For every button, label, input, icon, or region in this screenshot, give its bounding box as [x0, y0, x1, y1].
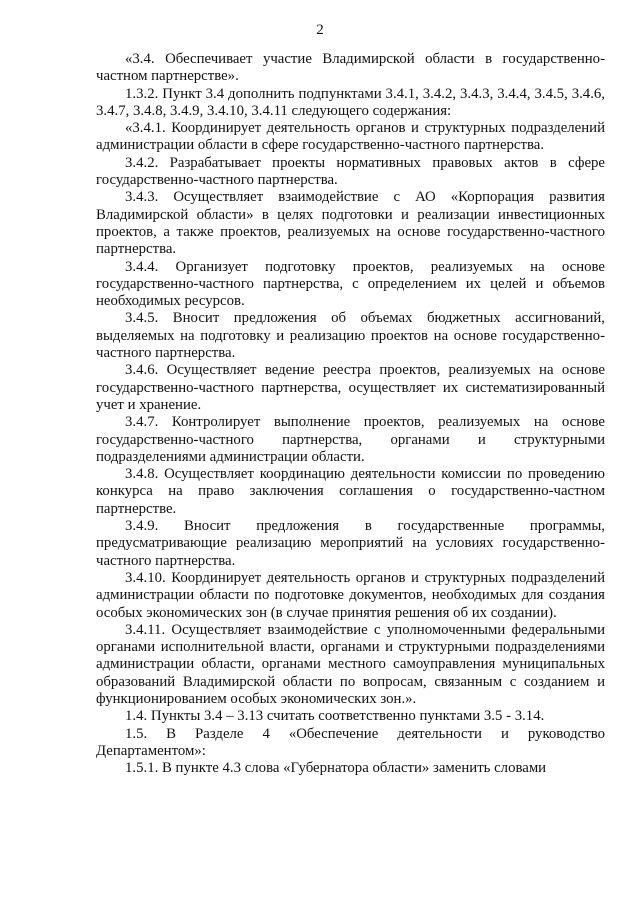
paragraph-3-4-1: «3.4.1. Координирует деятельность органов и структурных подразделений администрации области в сфере государственно-частного партнерства. [96, 120, 605, 154]
paragraph-3-4-4: 3.4.4. Организует подготовку проектов, реализуемых на основе государственно-частного партнерства, с определением их целей и объемов необходимых ресурсов. [96, 258, 605, 310]
paragraph-3-4: «3.4. Обеспечивает участие Владимирской области в государственно-частном партнерстве». [96, 51, 605, 85]
document-body [96, 51, 605, 777]
paragraph-3-4-7: 3.4.7. Контролирует выполнение проектов, реализуемых на основе государственно-частного партнерства, органами и структурными подразделениями администрации области. [96, 414, 605, 465]
paragraph-3-4-2: 3.4.2. Разрабатывает проекты нормативных правовых актов в сфере государственно-частного партнерства. [96, 154, 605, 189]
paragraph-1-5-1: 1.5.1. В пункте 4.3 слова «Губернатора области» заменить словами [125, 760, 547, 777]
paragraph-3-4-5: 3.4.5. Вносит предложения об объемах бюджетных ассигнований, выделяемых на подготовку и реализацию проектов на основе государственно-частного партнерства. [96, 310, 605, 362]
paragraph-3-4-6: 3.4.6. Осуществляет ведение реестра проектов, реализуемых на основе государственно-частного партнерства, осуществляет их систематизированный учет и хранение. [96, 362, 605, 413]
paragraph-3-4-11: 3.4.11. Осуществляет взаимодействие с уполномоченными федеральными органами исполнительной власти, органами и структурными подразделениями администрации области, органами местного самоуправления муниципальных образований Владимирской области по вопросам, связанным с созданием и функционированием особых экономических зон.». [96, 621, 605, 707]
paragraph-1-5: 1.5. В Разделе 4 «Обеспечение деятельности и руководство Департаментом»: [96, 725, 605, 759]
paragraph-1-4: 1.4. Пункты 3.4 – 3.13 считать соответственно пунктами 3.5 - 3.14. [125, 708, 545, 725]
paragraph-3-4-9: 3.4.9. Вносит предложения в государственные программы, предусматривающие реализацию мероприятий на условиях государственно-частного партнерства. [96, 518, 605, 569]
paragraph-3-4-8: 3.4.8. Осуществляет координацию деятельности комиссии по проведению конкурса на право заключения соглашения о государственно-частном партнерстве. [96, 466, 605, 517]
page-number: 2 [316, 22, 324, 38]
paragraph-3-4-3: 3.4.3. Осуществляет взаимодействие с АО «Корпорация развития Владимирской области» в целях подготовки и реализации инвестиционных проектов, а также проектов, реализуемых на основе государственно-частного партнерства. [96, 189, 605, 258]
paragraph-1-3-2: 1.3.2. Пункт 3.4 дополнить подпунктами 3.4.1, 3.4.2, 3.4.3, 3.4.4, 3.4.5, 3.4.6, 3.4.7, 3.4.8, 3.4.9, 3.4.10, 3.4.11 следующего содержания: [96, 85, 605, 119]
paragraph-3-4-10: 3.4.10. Координирует деятельность органов и структурных подразделений администрации области по подготовке документов, необходимых для создания особых экономических зон (в случае принятия решения об их создании). [96, 569, 605, 621]
